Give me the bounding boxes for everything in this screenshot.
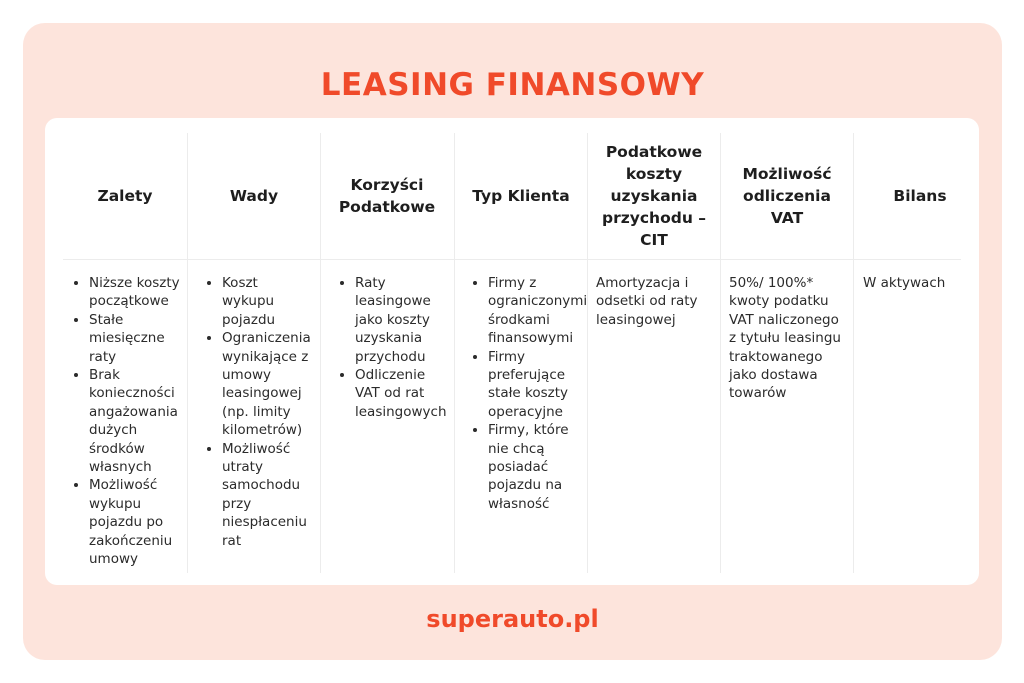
header-wady: Wady bbox=[229, 187, 279, 205]
cell-wady bbox=[202, 274, 314, 550]
list-item: • Firmy z ograniczonymi środkami finansowymi bbox=[488, 274, 584, 348]
header-vat: Możliwość odliczenia VAT bbox=[742, 165, 832, 227]
brand-logo: superauto.pl bbox=[426, 605, 599, 633]
cell-typ-klienta bbox=[468, 274, 588, 513]
comparison-table bbox=[45, 118, 979, 585]
list-item: • Możliwość wykupu pojazdu po zakończeniu umowy bbox=[89, 476, 181, 568]
list-item: • Stałe miesięczne raty bbox=[89, 311, 181, 366]
list-item: • Raty leasingowe jako koszty uzyskania przychodu bbox=[355, 274, 449, 366]
list-item: • Niższe koszty początkowe bbox=[89, 274, 181, 311]
cit-text: Amortyzacja i odsetki od raty leasingowej bbox=[596, 275, 698, 328]
page-title: LEASING FINANSOWY bbox=[320, 67, 705, 103]
header-bilans: Bilans bbox=[893, 187, 947, 205]
list-item: • Odliczenie VAT od rat leasingowych bbox=[355, 366, 449, 421]
column-separator bbox=[320, 133, 321, 573]
list-item: • Możliwość utraty samochodu przy niespłaceniu rat bbox=[222, 440, 314, 550]
cell-vat bbox=[729, 274, 849, 403]
cell-korzysci bbox=[335, 274, 449, 421]
list-item: • Firmy preferujące stałe koszty operacyjne bbox=[488, 348, 584, 422]
list-item: • Firmy, które nie chcą posiadać pojazdu na własność bbox=[488, 421, 584, 513]
header-zalety: Zalety bbox=[97, 187, 153, 205]
list-item: • Koszt wykupu pojazdu bbox=[222, 274, 314, 329]
vat-text: 50%/ 100%* kwoty podatku VAT naliczonego z tytułu leasingu traktowanego jako dostawa towarów bbox=[729, 275, 841, 402]
cell-bilans bbox=[863, 274, 975, 292]
header-divider bbox=[63, 259, 961, 260]
infographic-card bbox=[23, 23, 1002, 660]
header-cit: Podatkowe koszty uzyskania przychodu – CIT bbox=[601, 143, 706, 249]
column-separator bbox=[720, 133, 721, 573]
cell-zalety bbox=[69, 274, 181, 569]
header-korzysci-podatkowe: Korzyści Podatkowe bbox=[338, 176, 436, 216]
bilans-text: W aktywach bbox=[863, 275, 946, 291]
column-separator bbox=[587, 133, 588, 573]
cell-cit bbox=[596, 274, 714, 329]
list-item: • Brak konieczności angażowania dużych środków własnych bbox=[89, 366, 181, 476]
list-item: • Ograniczenia wynikające z umowy leasingowej (np. limity kilometrów) bbox=[222, 329, 314, 439]
header-typ-klienta: Typ Klienta bbox=[472, 187, 570, 205]
